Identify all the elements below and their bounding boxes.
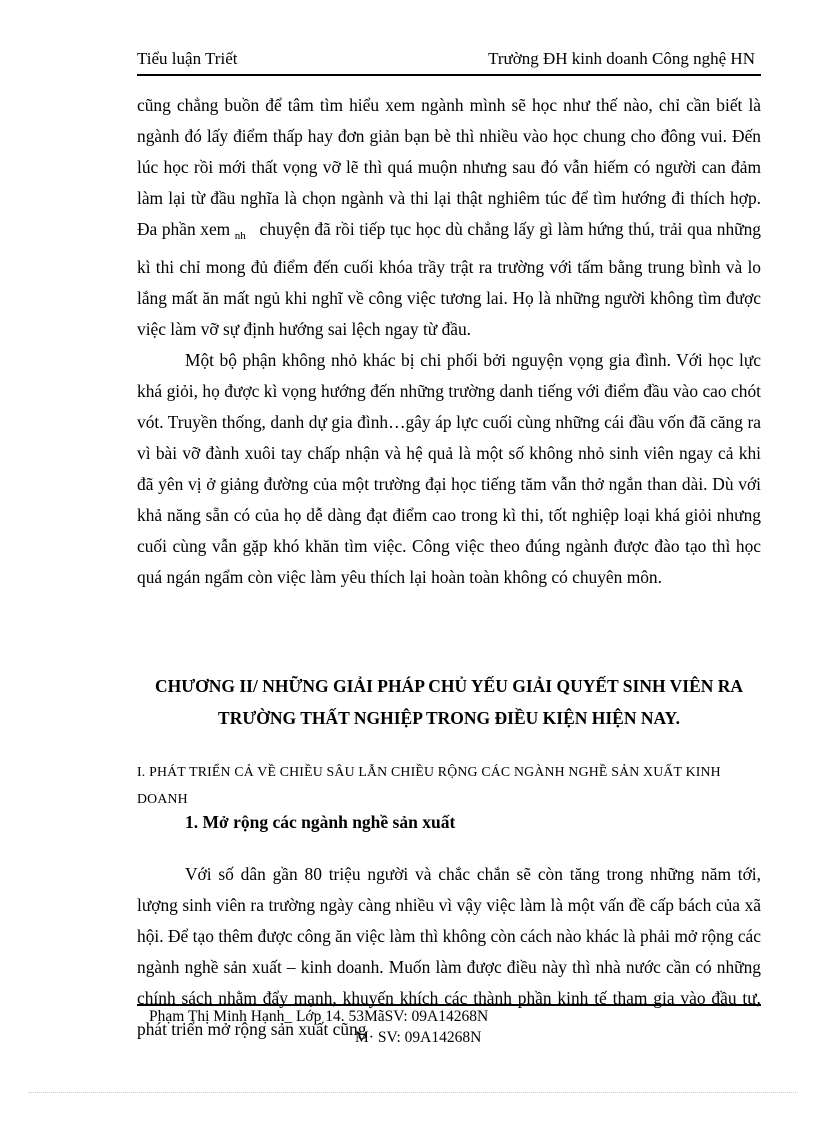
paragraph-1-subscript: nh <box>234 230 246 242</box>
section-title: I. PHÁT TRIỂN CẢ VỀ CHIỀU SÂU LẪN CHIỀU RỘNG CÁC NGÀNH NGHỀ SẢN XUẤT KINH DOANH <box>137 764 721 806</box>
footer-author-line: Phạm Thị Minh Hạnh_ Lớp 14. 53MãSV: 09A14268N <box>149 1008 489 1025</box>
header-left-title: Tiểu luận Triết <box>137 49 238 68</box>
footer-divider <box>137 1004 761 1006</box>
paragraph-1 <box>137 90 761 345</box>
body-text <box>137 90 761 593</box>
page-bottom-dotted-border <box>28 1092 798 1093</box>
paragraph-2: Một bộ phận không nhỏ khác bị chi phối bởi nguyện vọng gia đình. Với học lực khá giỏi, họ được kì vọng hướng đến những trường danh tiếng với điểm đầu vào cao chót vót. Truyền thống, danh dự gia đình…gây áp lực cuối cùng những cái đầu vốn đã căng ra vì bài vỡ đành xuôi tay chấp nhận và hệ quả là một số không nhỏ sinh viên ngay cả khi đã yên vị ở giảng đường của một trường đại học tiếng tăm vẫn thở ngắn than dài. Dù với khả năng sẵn có của họ dễ dàng đạt điểm cao trong kì thi, tốt nghiệp loại khá giỏi nhưng cuối cùng vẫn gặp khó khăn tìm việc. Công việc theo đúng ngành được đào tạo thì học quá ngán ngẩm còn việc làm yêu thích lại hoàn toàn không có chuyên môn. <box>137 350 761 587</box>
page-header <box>137 48 761 76</box>
subsection-title: 1. Mở rộng các ngành nghề sản xuất <box>185 812 456 832</box>
header-right-institution: Trường ĐH kinh doanh Công nghệ HN <box>488 49 755 68</box>
chapter-title: CHƯƠNG II/ NHỮNG GIẢI PHÁP CHỦ YẾU GIẢI QUYẾT SINH VIÊN RA TRƯỜNG THẤT NGHIỆP TRONG ĐIỀU KIỆN HIỆN NAY. <box>154 676 744 728</box>
footer-student-id-line: M· SV: 09A14268N <box>355 1029 482 1046</box>
paragraph-3: Với số dân gần 80 triệu người và chắc chắn sẽ còn tăng trong những năm tới, lượng sinh viên ra trường ngày càng nhiều vì vậy việc làm là một vấn đề cấp bách của xã hội. Để tạo thêm được công ăn việc làm thì không còn cách nào khác là phải mở rộng các ngành nghề sản xuất – kinh doanh. Muốn làm được điều này thì nhà nước cần có những chính sách nhằm đẩy mạnh, khuyến khích các thành phần kinh tế tham gia vào đầu tư, phát triển mở rộng sản xuất cũng <box>137 864 761 1040</box>
paragraph-1-part-a: cũng chẳng buồn để tâm tìm hiểu xem ngành mình sẽ học như thế nào, chỉ cần biết là ngành đó lấy điểm thấp hay đơn giản bạn bè thì nhiều vào học chung cho đông vui. Đến lúc học rồi mới thất vọng vỡ lẽ thì quá muộn nhưng sau đó vẫn hiếm có người can đảm làm lại từ đầu nghĩa là chọn ngành và thi lại thật nghiêm túc để tìm hướng đi thích hợp. Đa phần xem <box>137 95 761 239</box>
paragraph-1-part-b: chuyện đã rồi tiếp tục học dù chẳng lấy gì làm hứng thú, trải qua những kì thi chỉ mong đủ điểm đến cuối khóa trầy trật ra trường với tấm bằng trung bình và lo lắng mất ăn mất ngủ khi nghĩ về công việc tương lai. Họ là những người không tìm được việc làm vỡ sự định hướng sai lệch ngay từ đầu. <box>137 219 761 339</box>
